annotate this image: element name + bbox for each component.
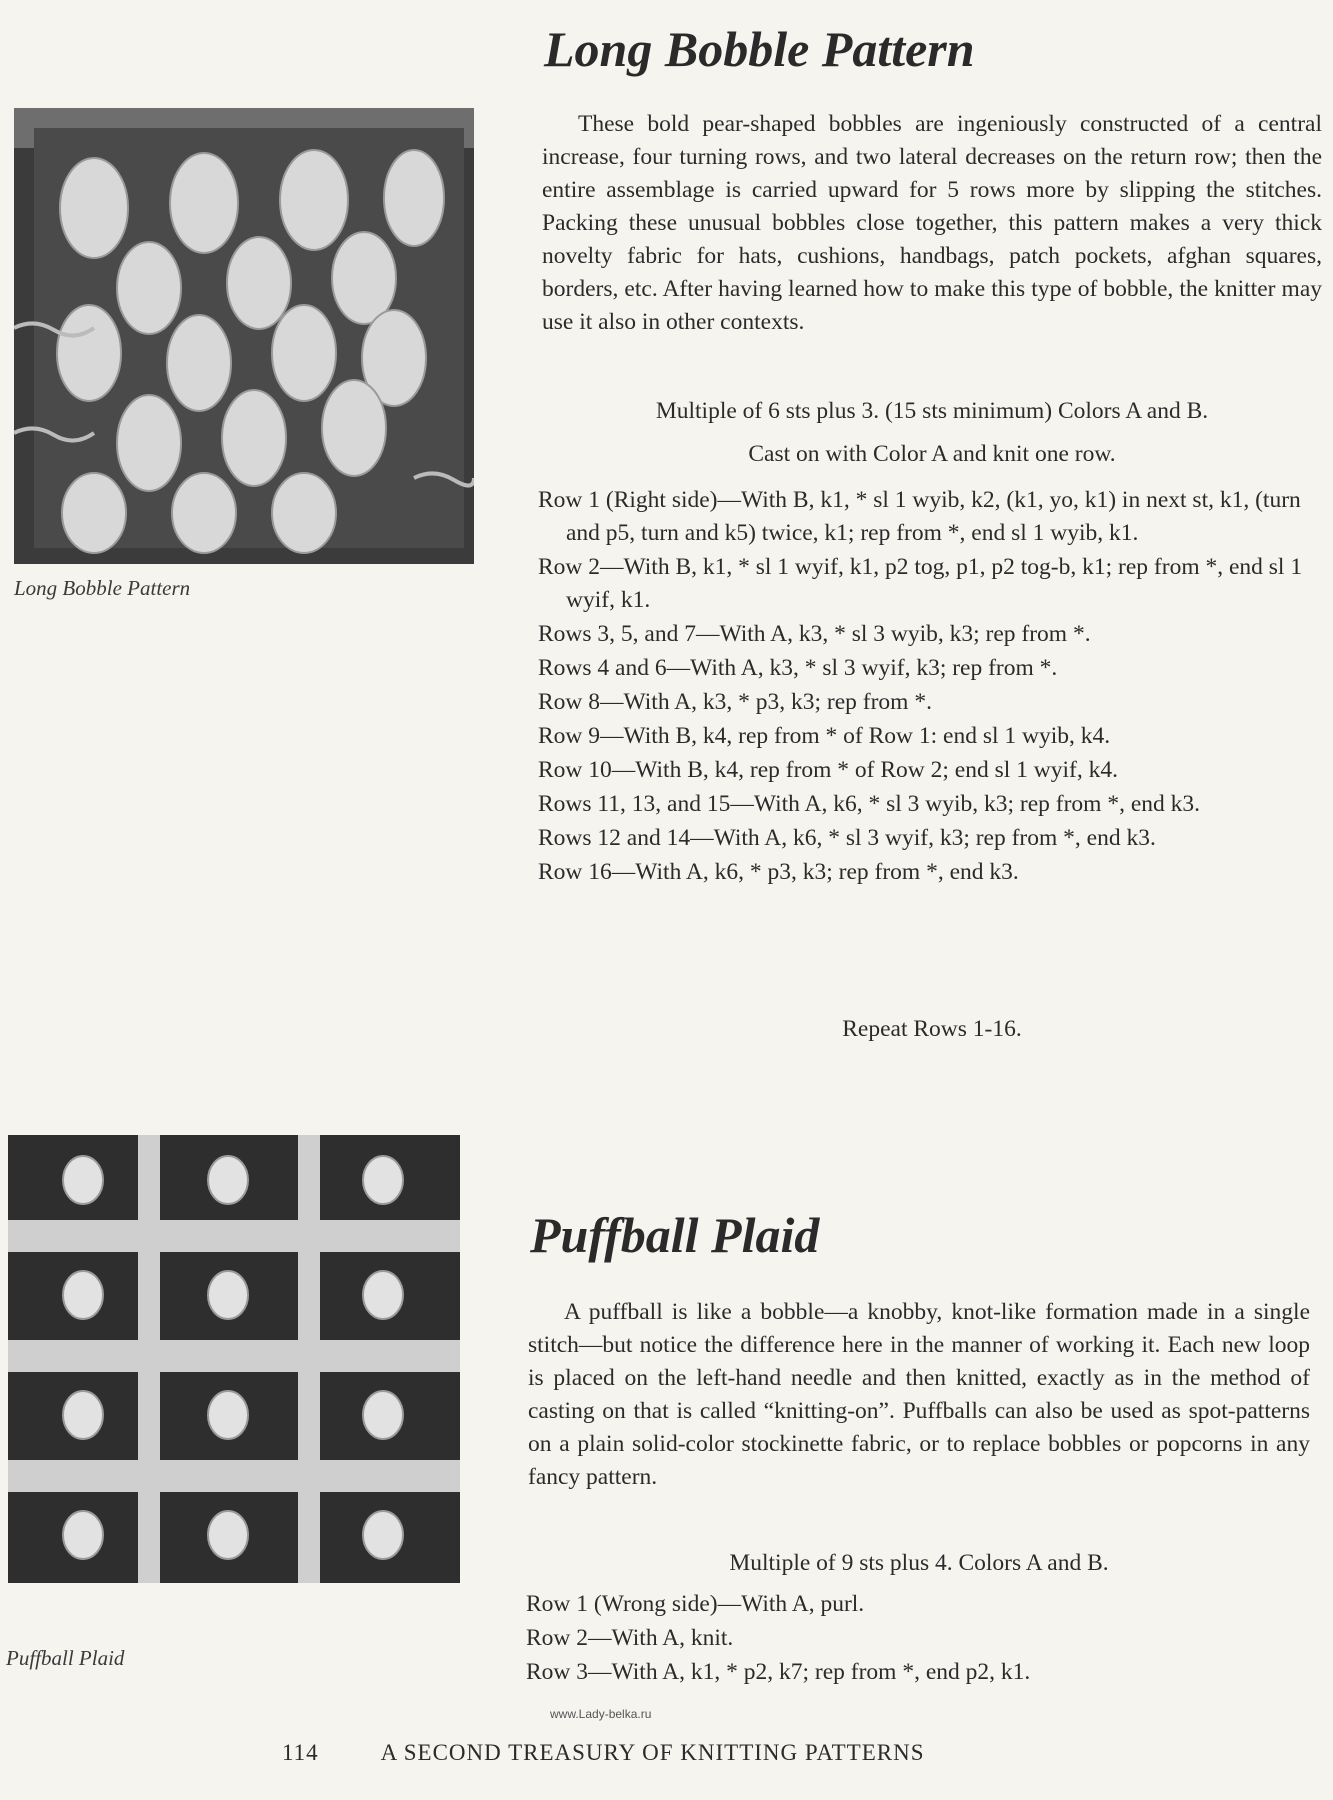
long-bobble-description: These bold pear-shaped bobbles are ingeniously constructed of a central increase, four turning rows, and two lateral decreases on the return row; then the entire assemblage is carried upward for 5 rows more by slipping the stitches. Packing these unusual bobbles close together, this pattern makes a very thick novelty fabric for hats, cushions, handbags, patch pockets, afghan squares, borders, etc. After having learned how to make this type of bobble, the knitter may use it also in other contexts. xyxy=(542,111,1322,335)
row-instruction: Row 1 (Right side)—With B, k1, * sl 1 wyib, k2, (k1, yo, k1) in next st, k1, (turn and p5, turn and k5) twice, k1; rep from *, end sl 1 wyib, k1. xyxy=(538,487,1301,546)
puffball-photo xyxy=(8,1135,460,1583)
puffball-swatch-illustration xyxy=(8,1135,460,1583)
long-bobble-multiple: Multiple of 6 sts plus 3. (15 sts minimum) Colors A and B. xyxy=(655,398,1209,424)
puffball-caption: Puffball Plaid xyxy=(6,1646,125,1670)
long-bobble-rows xyxy=(538,484,1322,890)
row-instruction: Row 9—With B, k4, rep from * of Row 1: end sl 1 wyib, k4. xyxy=(538,723,1111,749)
row-instruction: Rows 3, 5, and 7—With A, k3, * sl 3 wyib, k3; rep from *. xyxy=(538,621,1091,647)
row-instruction: Row 3—With A, k1, * p2, k7; rep from *, end p2, k1. xyxy=(526,1659,1031,1685)
row-instruction: Rows 11, 13, and 15—With A, k6, * sl 3 wyib, k3; rep from *, end k3. xyxy=(538,791,1201,817)
puffball-description: A puffball is like a bobble—a knobby, knot-like formation made in a single stitch—but notice the difference here in the manner of working it. Each new loop is placed on the left-hand needle and then knitted, exactly as in the method of casting on that is called “knitting-on”. Puffballs can also be used as spot-patterns on a plain solid-color stockinette fabric, or to replace bobbles or popcorns in any fancy pattern. xyxy=(528,1299,1310,1490)
row-instruction: Row 2—With A, knit. xyxy=(526,1625,734,1651)
row-instruction: Row 2—With B, k1, * sl 1 wyif, k1, p2 tog, p1, p2 tog-b, k1; rep from *, end sl 1 wyif, k1. xyxy=(538,554,1303,613)
long-bobble-swatch-illustration xyxy=(14,108,474,564)
long-bobble-photo xyxy=(14,108,474,564)
long-bobble-repeat: Repeat Rows 1-16. xyxy=(842,1016,1022,1042)
page-number: 114 xyxy=(282,1740,319,1765)
row-instruction: Row 1 (Wrong side)—With A, purl. xyxy=(526,1591,865,1617)
watermark: www.Lady-belka.ru xyxy=(550,1707,652,1721)
long-bobble-caption: Long Bobble Pattern xyxy=(14,576,191,600)
row-instruction: Rows 12 and 14—With A, k6, * sl 3 wyif, k3; rep from *, end k3. xyxy=(538,825,1156,851)
long-bobble-cast-on: Cast on with Color A and knit one row. xyxy=(748,441,1116,467)
puffball-multiple: Multiple of 9 sts plus 4. Colors A and B. xyxy=(729,1550,1109,1576)
row-instruction: Row 16—With A, k6, * p3, k3; rep from *, end k3. xyxy=(538,859,1019,885)
puffball-rows xyxy=(526,1588,1310,1690)
puffball-title: Puffball Plaid xyxy=(530,1207,820,1263)
row-instruction: Row 8—With A, k3, * p3, k3; rep from *. xyxy=(538,689,932,715)
row-instruction: Row 10—With B, k4, rep from * of Row 2; end sl 1 wyif, k4. xyxy=(538,757,1118,783)
book-title: A SECOND TREASURY OF KNITTING PATTERNS xyxy=(380,1740,925,1765)
long-bobble-title: Long Bobble Pattern xyxy=(544,21,975,77)
page-footer xyxy=(282,1740,925,1766)
row-instruction: Rows 4 and 6—With A, k3, * sl 3 wyif, k3; rep from *. xyxy=(538,655,1058,681)
